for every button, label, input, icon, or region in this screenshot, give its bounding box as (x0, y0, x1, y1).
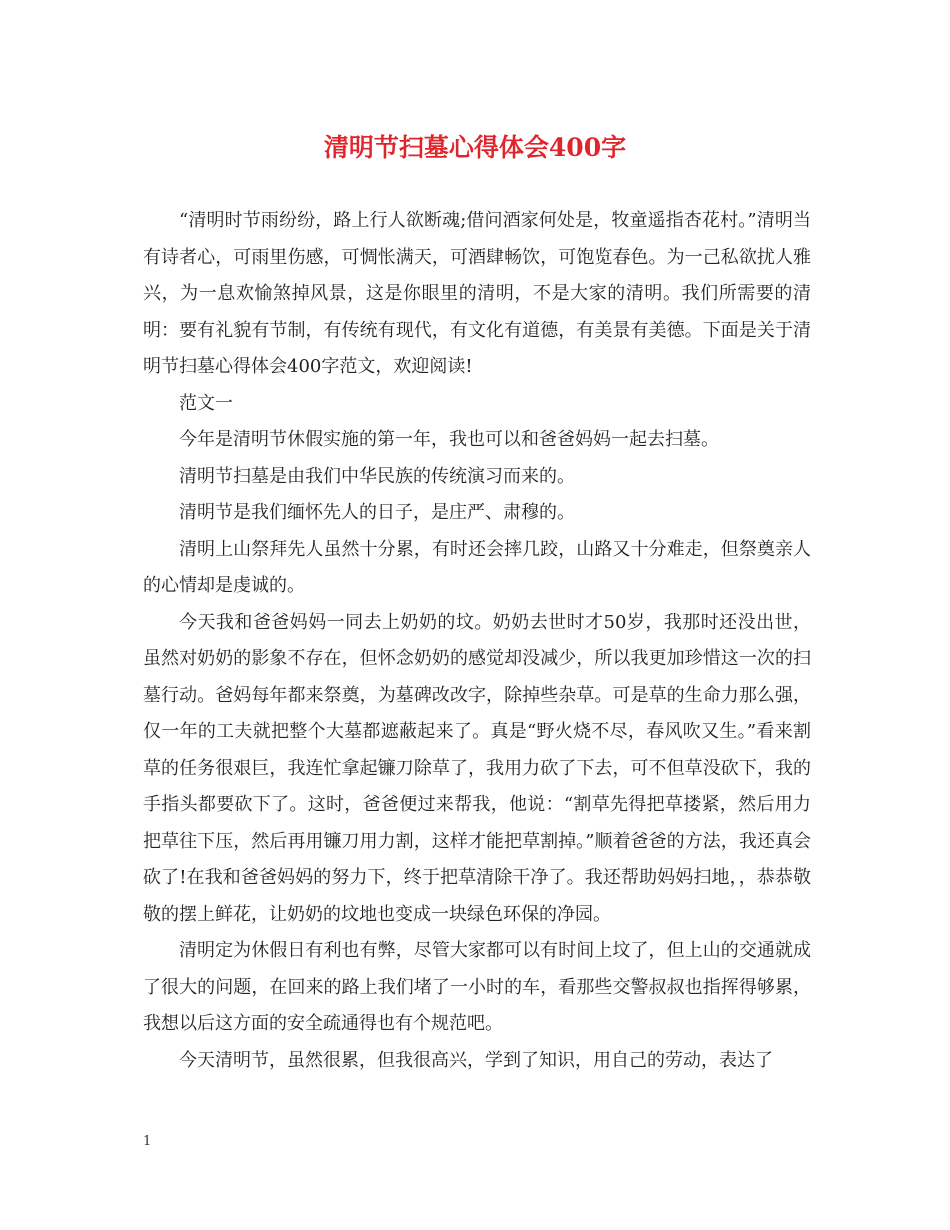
paragraph-section-heading: 范文一 (179, 392, 233, 414)
paragraph: 今年是清明节休假实施的第一年，我也可以和爸爸妈妈一起去扫墓。 (179, 429, 719, 450)
paragraph-intro: “清明时节雨纷纷，路上行人欲断魂;借问酒家何处是，牧童遥指杏花村。”清明当有诗者心，可雨里伤感，可惆怅满天，可酒肆畅饮，可饱览春色。为一己私欲扰人雅兴，为一息欢愉煞掉风景，这是你眼里的清明，不是大家的清明。我们所需要的清明：要有礼貌有节制，有传统有现代，有文化有道德，有美景有美德。下面是关于清明节扫墓心得体会400字范文，欢迎阅读! (143, 210, 811, 377)
document-title: 清明节扫墓心得体会400字 (323, 133, 627, 162)
paragraph: 清明节是我们缅怀先人的日子，是庄严、肃穆的。 (179, 502, 575, 523)
document-body (143, 203, 811, 1079)
paragraph: 今天我和爸爸妈妈一同去上奶奶的坟。奶奶去世时才50岁，我那时还没出世，虽然对奶奶的影象不存在，但怀念奶奶的感觉却没减少，所以我更加珍惜这一次的扫墓行动。爸妈每年都来祭奠，为墓碑改改字，除掉些杂草。可是草的生命力那么强，仅一年的工夫就把整个大墓都遮蔽起来了。真是“野火烧不尽，春风吹又生。”看来割草的任务很艰巨，我连忙拿起镰刀除草了，我用力砍了下去，可不但草没砍下，我的手指头都要砍下了。这时，爸爸便过来帮我，他说：“割草先得把草搂紧，然后用力把草往下压，然后再用镰刀用力割，这样才能把草割掉。”顺着爸爸的方法，我还真会砍了!在我和爸爸妈妈的努力下，终于把草清除干净了。我还帮助妈妈扫地，，恭恭敬敬的摆上鲜花，让奶奶的坟地也变成一块绿色环保的净园。 (143, 611, 811, 925)
paragraph: 清明上山祭拜先人虽然十分累，有时还会摔几跤，山路又十分难走，但祭奠亲人的心情却是虔诚的。 (143, 538, 811, 596)
paragraph: 清明节扫墓是由我们中华民族的传统演习而来的。 (179, 465, 575, 487)
paragraph: 清明定为休假日有利也有弊，尽管大家都可以有时间上坟了，但上山的交通就成了很大的问题，在回来的路上我们堵了一小时的车，看那些交警叔叔也指挥得够累，我想以后这方面的安全疏通得也有个规范吧。 (143, 940, 811, 1034)
paragraph: 今天清明节，虽然很累，但我很高兴，学到了知识，用自己的劳动，表达了 (179, 1049, 773, 1071)
page-number: 1 (143, 1134, 152, 1149)
